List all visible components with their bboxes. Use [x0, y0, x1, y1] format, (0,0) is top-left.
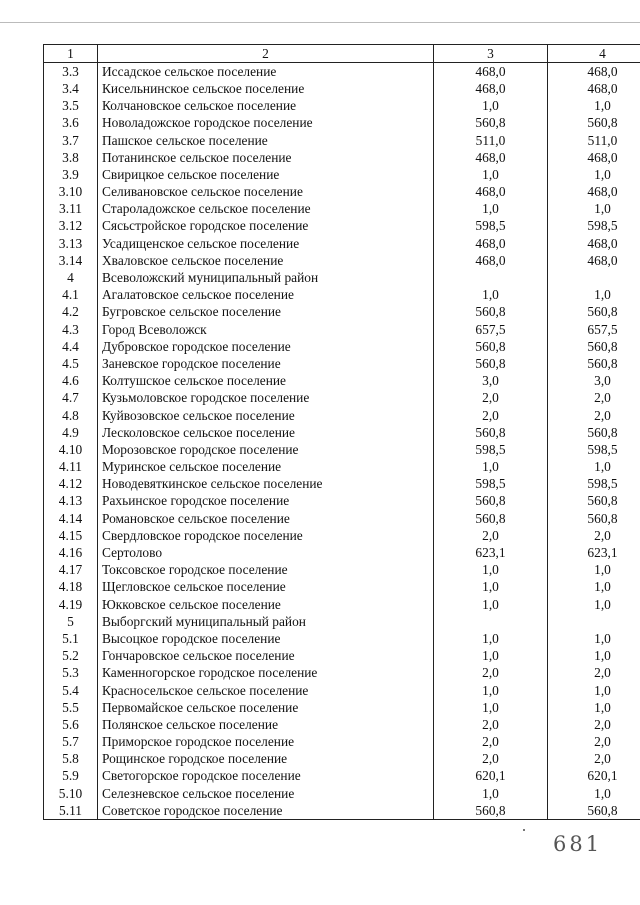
value-col4: 560,8 [548, 510, 640, 527]
column-header-1: 1 [44, 45, 98, 63]
value-col3: 560,8 [434, 493, 548, 510]
row-number: 3.4 [44, 80, 98, 97]
value-col3: 1,0 [434, 785, 548, 802]
table-row [44, 321, 640, 338]
table-row [44, 184, 640, 201]
value-col3: 468,0 [434, 235, 548, 252]
value-col3: 1,0 [434, 98, 548, 115]
value-col4: 1,0 [548, 630, 640, 647]
row-number: 5.7 [44, 734, 98, 751]
value-col4: 2,0 [548, 390, 640, 407]
value-col4: 560,8 [548, 304, 640, 321]
row-number: 4.2 [44, 304, 98, 321]
value-col3 [434, 613, 548, 630]
row-number: 5.1 [44, 630, 98, 647]
settlement-name: Новоладожское городское поселение [98, 115, 434, 132]
table-body [44, 63, 640, 820]
settlement-name: Романовское сельское поселение [98, 510, 434, 527]
value-col4 [548, 613, 640, 630]
table-row [44, 166, 640, 183]
value-col3: 468,0 [434, 149, 548, 166]
table-row [44, 802, 640, 820]
settlement-name: Каменногорское городское поселение [98, 665, 434, 682]
value-col4: 560,8 [548, 493, 640, 510]
value-col4: 1,0 [548, 699, 640, 716]
value-col4: 560,8 [548, 424, 640, 441]
settlement-name: Токсовское городское поселение [98, 562, 434, 579]
page-number: 681 [553, 832, 603, 856]
row-number: 5.3 [44, 665, 98, 682]
row-number: 4.4 [44, 338, 98, 355]
table-row [44, 630, 640, 647]
table-row [44, 716, 640, 733]
value-col3: 2,0 [434, 527, 548, 544]
table-row [44, 407, 640, 424]
value-col3: 623,1 [434, 544, 548, 561]
value-col4: 1,0 [548, 579, 640, 596]
value-col4: 560,8 [548, 355, 640, 372]
table-row [44, 734, 640, 751]
row-number: 4.7 [44, 390, 98, 407]
settlement-name: Заневское городское поселение [98, 355, 434, 372]
table-row [44, 682, 640, 699]
value-col4: 623,1 [548, 544, 640, 561]
table-row [44, 355, 640, 372]
row-number: 5.5 [44, 699, 98, 716]
value-col3: 1,0 [434, 287, 548, 304]
value-col3 [434, 269, 548, 286]
value-col4: 1,0 [548, 648, 640, 665]
value-col3: 657,5 [434, 321, 548, 338]
value-col4: 2,0 [548, 751, 640, 768]
value-col3: 468,0 [434, 184, 548, 201]
settlement-name: Гончаровское сельское поселение [98, 648, 434, 665]
settlement-name: Первомайское сельское поселение [98, 699, 434, 716]
row-number: 5.2 [44, 648, 98, 665]
row-number: 3.11 [44, 201, 98, 218]
value-col4: 1,0 [548, 596, 640, 613]
row-number: 4.16 [44, 544, 98, 561]
row-number: 4 [44, 269, 98, 286]
settlement-name: Свердловское городское поселение [98, 527, 434, 544]
value-col4: 3,0 [548, 373, 640, 390]
table-row [44, 699, 640, 716]
value-col3: 1,0 [434, 630, 548, 647]
value-col3: 560,8 [434, 338, 548, 355]
settlement-name: Лесколовское сельское поселение [98, 424, 434, 441]
settlement-name: Морозовское городское поселение [98, 441, 434, 458]
settlement-name: Выборгский муниципальный район [98, 613, 434, 630]
table-row [44, 510, 640, 527]
table-row [44, 80, 640, 97]
settlement-name: Рахьинское городское поселение [98, 493, 434, 510]
row-number: 5.8 [44, 751, 98, 768]
settlement-name: Иссадское сельское поселение [98, 63, 434, 81]
table-row [44, 441, 640, 458]
settlements-table [43, 44, 640, 820]
table-row [44, 544, 640, 561]
value-col3: 1,0 [434, 562, 548, 579]
row-number: 4.8 [44, 407, 98, 424]
table-row [44, 304, 640, 321]
row-number: 5.11 [44, 802, 98, 820]
settlement-name: Всеволожский муниципальный район [98, 269, 434, 286]
table-row [44, 493, 640, 510]
row-number: 3.8 [44, 149, 98, 166]
settlement-name: Город Всеволожск [98, 321, 434, 338]
value-col4: 560,8 [548, 802, 640, 820]
row-number: 4.15 [44, 527, 98, 544]
column-header-3: 3 [434, 45, 548, 63]
value-col3: 511,0 [434, 132, 548, 149]
value-col3: 468,0 [434, 63, 548, 81]
value-col4: 657,5 [548, 321, 640, 338]
value-col3: 1,0 [434, 579, 548, 596]
table-row [44, 751, 640, 768]
table-row [44, 338, 640, 355]
value-col4: 468,0 [548, 80, 640, 97]
settlement-name: Дубровское городское поселение [98, 338, 434, 355]
row-number: 5.10 [44, 785, 98, 802]
table-row [44, 287, 640, 304]
table-row [44, 665, 640, 682]
value-col4: 511,0 [548, 132, 640, 149]
table-row [44, 424, 640, 441]
stray-mark [523, 829, 525, 831]
value-col4: 620,1 [548, 768, 640, 785]
value-col3: 3,0 [434, 373, 548, 390]
value-col3: 560,8 [434, 115, 548, 132]
settlement-name: Рощинское городское поселение [98, 751, 434, 768]
settlement-name: Приморское городское поселение [98, 734, 434, 751]
value-col4: 2,0 [548, 716, 640, 733]
settlement-name: Свирицкое сельское поселение [98, 166, 434, 183]
value-col3: 598,5 [434, 476, 548, 493]
table-row [44, 527, 640, 544]
row-number: 3.9 [44, 166, 98, 183]
table-row [44, 149, 640, 166]
value-col4: 1,0 [548, 459, 640, 476]
value-col3: 2,0 [434, 751, 548, 768]
settlement-name: Высоцкое городское поселение [98, 630, 434, 647]
row-number: 3.14 [44, 252, 98, 269]
settlement-name: Сертолово [98, 544, 434, 561]
value-col3: 2,0 [434, 665, 548, 682]
table-row [44, 785, 640, 802]
value-col4: 2,0 [548, 665, 640, 682]
table-row [44, 115, 640, 132]
value-col4: 598,5 [548, 218, 640, 235]
row-number: 3.6 [44, 115, 98, 132]
row-number: 4.17 [44, 562, 98, 579]
row-number: 5.6 [44, 716, 98, 733]
value-col3: 560,8 [434, 510, 548, 527]
value-col3: 468,0 [434, 252, 548, 269]
settlement-name: Щегловское сельское поселение [98, 579, 434, 596]
value-col3: 560,8 [434, 424, 548, 441]
settlement-name: Хваловское сельское поселение [98, 252, 434, 269]
value-col4: 1,0 [548, 166, 640, 183]
value-col3: 2,0 [434, 390, 548, 407]
settlement-name: Бугровское сельское поселение [98, 304, 434, 321]
value-col4 [548, 269, 640, 286]
row-number: 3.12 [44, 218, 98, 235]
table-row [44, 562, 640, 579]
settlement-name: Советское городское поселение [98, 802, 434, 820]
table-row [44, 373, 640, 390]
row-number: 4.11 [44, 459, 98, 476]
value-col4: 468,0 [548, 149, 640, 166]
value-col3: 560,8 [434, 355, 548, 372]
value-col3: 1,0 [434, 201, 548, 218]
table-row [44, 132, 640, 149]
settlement-name: Селезневское сельское поселение [98, 785, 434, 802]
table-row [44, 201, 640, 218]
row-number: 4.5 [44, 355, 98, 372]
settlement-name: Пашское сельское поселение [98, 132, 434, 149]
row-number: 4.18 [44, 579, 98, 596]
value-col3: 2,0 [434, 734, 548, 751]
value-col4: 468,0 [548, 184, 640, 201]
table-row [44, 579, 640, 596]
table-row [44, 768, 640, 785]
row-number: 5.9 [44, 768, 98, 785]
value-col3: 560,8 [434, 802, 548, 820]
value-col3: 1,0 [434, 682, 548, 699]
value-col3: 1,0 [434, 648, 548, 665]
value-col4: 560,8 [548, 338, 640, 355]
value-col4: 1,0 [548, 562, 640, 579]
value-col4: 468,0 [548, 235, 640, 252]
column-header-2: 2 [98, 45, 434, 63]
row-number: 3.10 [44, 184, 98, 201]
value-col4: 2,0 [548, 407, 640, 424]
settlement-name: Куйвозовское сельское поселение [98, 407, 434, 424]
table-row [44, 252, 640, 269]
top-rule [0, 22, 640, 23]
row-number: 4.6 [44, 373, 98, 390]
row-number: 3.7 [44, 132, 98, 149]
table-row [44, 613, 640, 630]
value-col3: 560,8 [434, 304, 548, 321]
settlement-name: Муринское сельское поселение [98, 459, 434, 476]
settlement-name: Агалатовское сельское поселение [98, 287, 434, 304]
value-col4: 1,0 [548, 98, 640, 115]
value-col3: 598,5 [434, 441, 548, 458]
table-row [44, 63, 640, 81]
value-col4: 598,5 [548, 476, 640, 493]
row-number: 3.5 [44, 98, 98, 115]
value-col4: 560,8 [548, 115, 640, 132]
table-row [44, 476, 640, 493]
settlement-name: Староладожское сельское поселение [98, 201, 434, 218]
value-col4: 1,0 [548, 287, 640, 304]
table-header-row [44, 45, 640, 63]
row-number: 3.3 [44, 63, 98, 81]
value-col4: 1,0 [548, 201, 640, 218]
column-header-4: 4 [548, 45, 640, 63]
row-number: 5 [44, 613, 98, 630]
settlement-name: Кисельнинское сельское поселение [98, 80, 434, 97]
table-row [44, 269, 640, 286]
table-row [44, 218, 640, 235]
table-row [44, 390, 640, 407]
value-col3: 1,0 [434, 166, 548, 183]
table-row [44, 459, 640, 476]
table-row [44, 648, 640, 665]
table-row [44, 98, 640, 115]
settlement-name: Усадищенское сельское поселение [98, 235, 434, 252]
row-number: 4.19 [44, 596, 98, 613]
value-col3: 468,0 [434, 80, 548, 97]
settlement-name: Сясьстройское городское поселение [98, 218, 434, 235]
value-col4: 2,0 [548, 527, 640, 544]
row-number: 4.13 [44, 493, 98, 510]
value-col3: 620,1 [434, 768, 548, 785]
value-col4: 598,5 [548, 441, 640, 458]
row-number: 5.4 [44, 682, 98, 699]
value-col3: 598,5 [434, 218, 548, 235]
value-col3: 2,0 [434, 407, 548, 424]
settlement-name: Полянское сельское поселение [98, 716, 434, 733]
value-col4: 468,0 [548, 63, 640, 81]
row-number: 3.13 [44, 235, 98, 252]
settlement-name: Потанинское сельское поселение [98, 149, 434, 166]
value-col3: 1,0 [434, 459, 548, 476]
table-row [44, 596, 640, 613]
settlement-name: Красносельское сельское поселение [98, 682, 434, 699]
settlement-name: Колчановское сельское поселение [98, 98, 434, 115]
settlement-name: Колтушское сельское поселение [98, 373, 434, 390]
row-number: 4.10 [44, 441, 98, 458]
settlement-name: Новодевяткинское сельское поселение [98, 476, 434, 493]
value-col3: 2,0 [434, 716, 548, 733]
row-number: 4.3 [44, 321, 98, 338]
value-col4: 1,0 [548, 682, 640, 699]
value-col4: 1,0 [548, 785, 640, 802]
table-row [44, 235, 640, 252]
row-number: 4.12 [44, 476, 98, 493]
row-number: 4.9 [44, 424, 98, 441]
value-col4: 2,0 [548, 734, 640, 751]
settlement-name: Юкковское сельское поселение [98, 596, 434, 613]
value-col4: 468,0 [548, 252, 640, 269]
settlement-name: Светогорское городское поселение [98, 768, 434, 785]
settlement-name: Кузьмоловское городское поселение [98, 390, 434, 407]
settlement-name: Селивановское сельское поселение [98, 184, 434, 201]
row-number: 4.1 [44, 287, 98, 304]
row-number: 4.14 [44, 510, 98, 527]
value-col3: 1,0 [434, 699, 548, 716]
value-col3: 1,0 [434, 596, 548, 613]
